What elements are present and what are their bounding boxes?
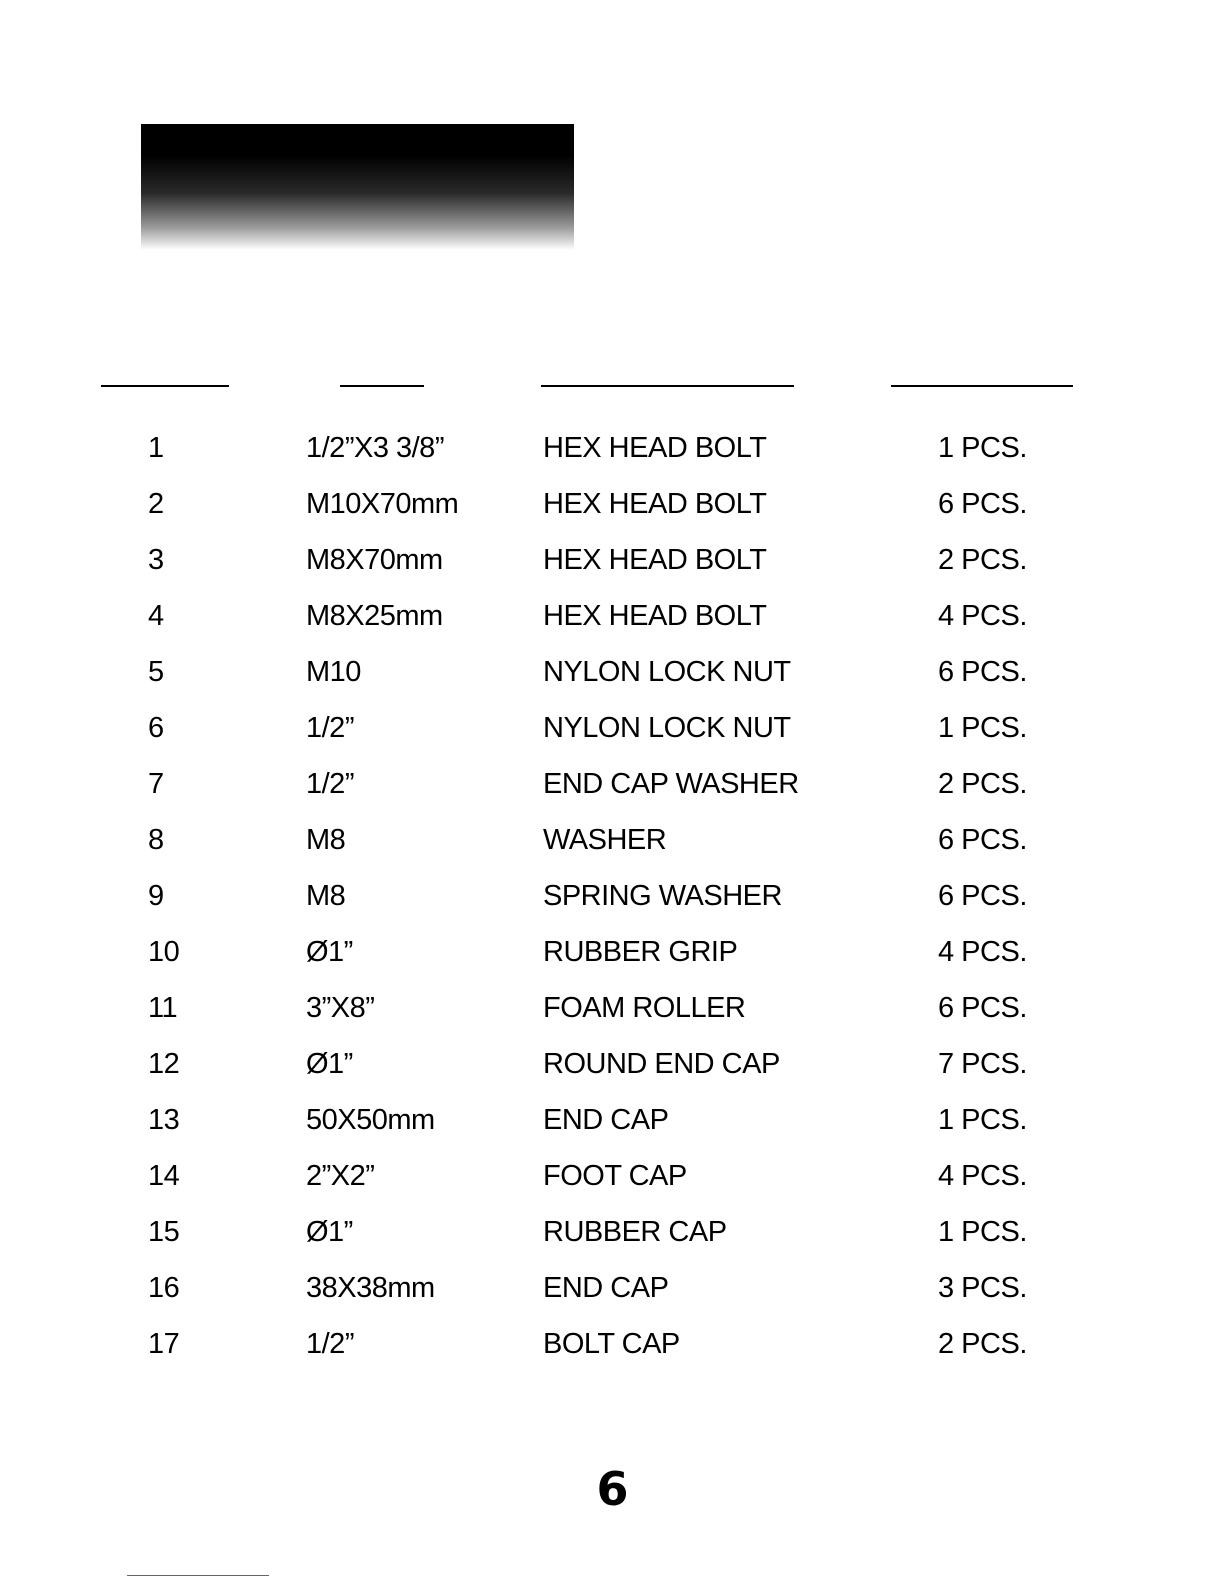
part-description: ROUND END CAP [543,1048,780,1080]
part-quantity: 6 PCS. [938,656,1027,688]
part-quantity: 6 PCS. [938,488,1027,520]
part-size: M8 [306,824,346,856]
part-number: 8 [148,824,164,856]
part-size: Ø1” [306,936,353,968]
part-size: M8 [306,880,346,912]
part-row [0,868,1225,924]
part-description: NYLON LOCK NUT [543,656,791,688]
part-row [0,1036,1225,1092]
part-row [0,476,1225,532]
part-number: 16 [148,1272,180,1304]
part-size: 1/2” [306,1328,354,1360]
part-row [0,1204,1225,1260]
part-row [0,700,1225,756]
part-number: 9 [148,880,164,912]
part-row [0,420,1225,476]
part-row [0,1092,1225,1148]
part-row [0,1148,1225,1204]
part-description: WASHER [543,824,667,856]
part-quantity: 1 PCS. [938,1104,1027,1136]
part-size: M8X25mm [306,600,443,632]
column-header-rule-qty [891,385,1073,387]
part-number: 6 [148,712,164,744]
part-row [0,1316,1225,1372]
part-description: BOLT CAP [543,1328,680,1360]
part-description: NYLON LOCK NUT [543,712,791,744]
part-number: 13 [148,1104,180,1136]
part-size: Ø1” [306,1048,353,1080]
part-size: M8X70mm [306,544,443,576]
part-number: 17 [148,1328,180,1360]
part-size: 2”X2” [306,1160,375,1192]
part-number: 15 [148,1216,180,1248]
part-row [0,812,1225,868]
part-size: 3”X8” [306,992,375,1024]
part-description: HEX HEAD BOLT [543,544,767,576]
part-row [0,1260,1225,1316]
part-row [0,980,1225,1036]
part-quantity: 1 PCS. [938,1216,1027,1248]
part-description: END CAP [543,1104,669,1136]
part-quantity: 4 PCS. [938,1160,1027,1192]
part-size: M10 [306,656,361,688]
part-row [0,924,1225,980]
part-size: 1/2” [306,712,354,744]
part-size: 38X38mm [306,1272,435,1304]
part-number: 11 [148,992,178,1024]
part-row [0,756,1225,812]
column-header-rule-size [340,385,424,387]
part-size: Ø1” [306,1216,353,1248]
part-description: SPRING WASHER [543,880,782,912]
part-number: 2 [148,488,164,520]
part-description: END CAP [543,1272,669,1304]
header-banner [141,124,574,250]
part-row [0,532,1225,588]
part-quantity: 6 PCS. [938,880,1027,912]
part-size: 50X50mm [306,1104,435,1136]
part-row [0,588,1225,644]
part-description: HEX HEAD BOLT [543,600,767,632]
part-description: HEX HEAD BOLT [543,488,767,520]
footer-link-underline [127,1575,269,1576]
part-quantity: 6 PCS. [938,824,1027,856]
part-number: 5 [148,656,164,688]
part-row [0,644,1225,700]
parts-list [0,420,1225,1372]
part-number: 12 [148,1048,180,1080]
column-header-rule-no [101,385,229,387]
page-number: 6 [596,1462,629,1516]
part-description: END CAP WASHER [543,768,799,800]
part-size: 1/2”X3 3/8” [306,432,444,464]
part-size: M10X70mm [306,488,459,520]
part-number: 7 [148,768,164,800]
part-quantity: 6 PCS. [938,992,1027,1024]
part-description: HEX HEAD BOLT [543,432,767,464]
part-quantity: 2 PCS. [938,768,1027,800]
part-description: RUBBER CAP [543,1216,727,1248]
part-size: 1/2” [306,768,354,800]
part-quantity: 3 PCS. [938,1272,1027,1304]
part-number: 10 [148,936,180,968]
part-description: FOOT CAP [543,1160,687,1192]
part-number: 3 [148,544,164,576]
part-number: 14 [148,1160,180,1192]
part-quantity: 7 PCS. [938,1048,1027,1080]
part-quantity: 4 PCS. [938,600,1027,632]
part-description: FOAM ROLLER [543,992,746,1024]
part-number: 1 [148,432,164,464]
part-quantity: 2 PCS. [938,544,1027,576]
column-header-rule-description [541,385,794,387]
part-quantity: 2 PCS. [938,1328,1027,1360]
part-quantity: 1 PCS. [938,712,1027,744]
part-quantity: 4 PCS. [938,936,1027,968]
part-quantity: 1 PCS. [938,432,1027,464]
part-description: RUBBER GRIP [543,936,738,968]
part-number: 4 [148,600,164,632]
